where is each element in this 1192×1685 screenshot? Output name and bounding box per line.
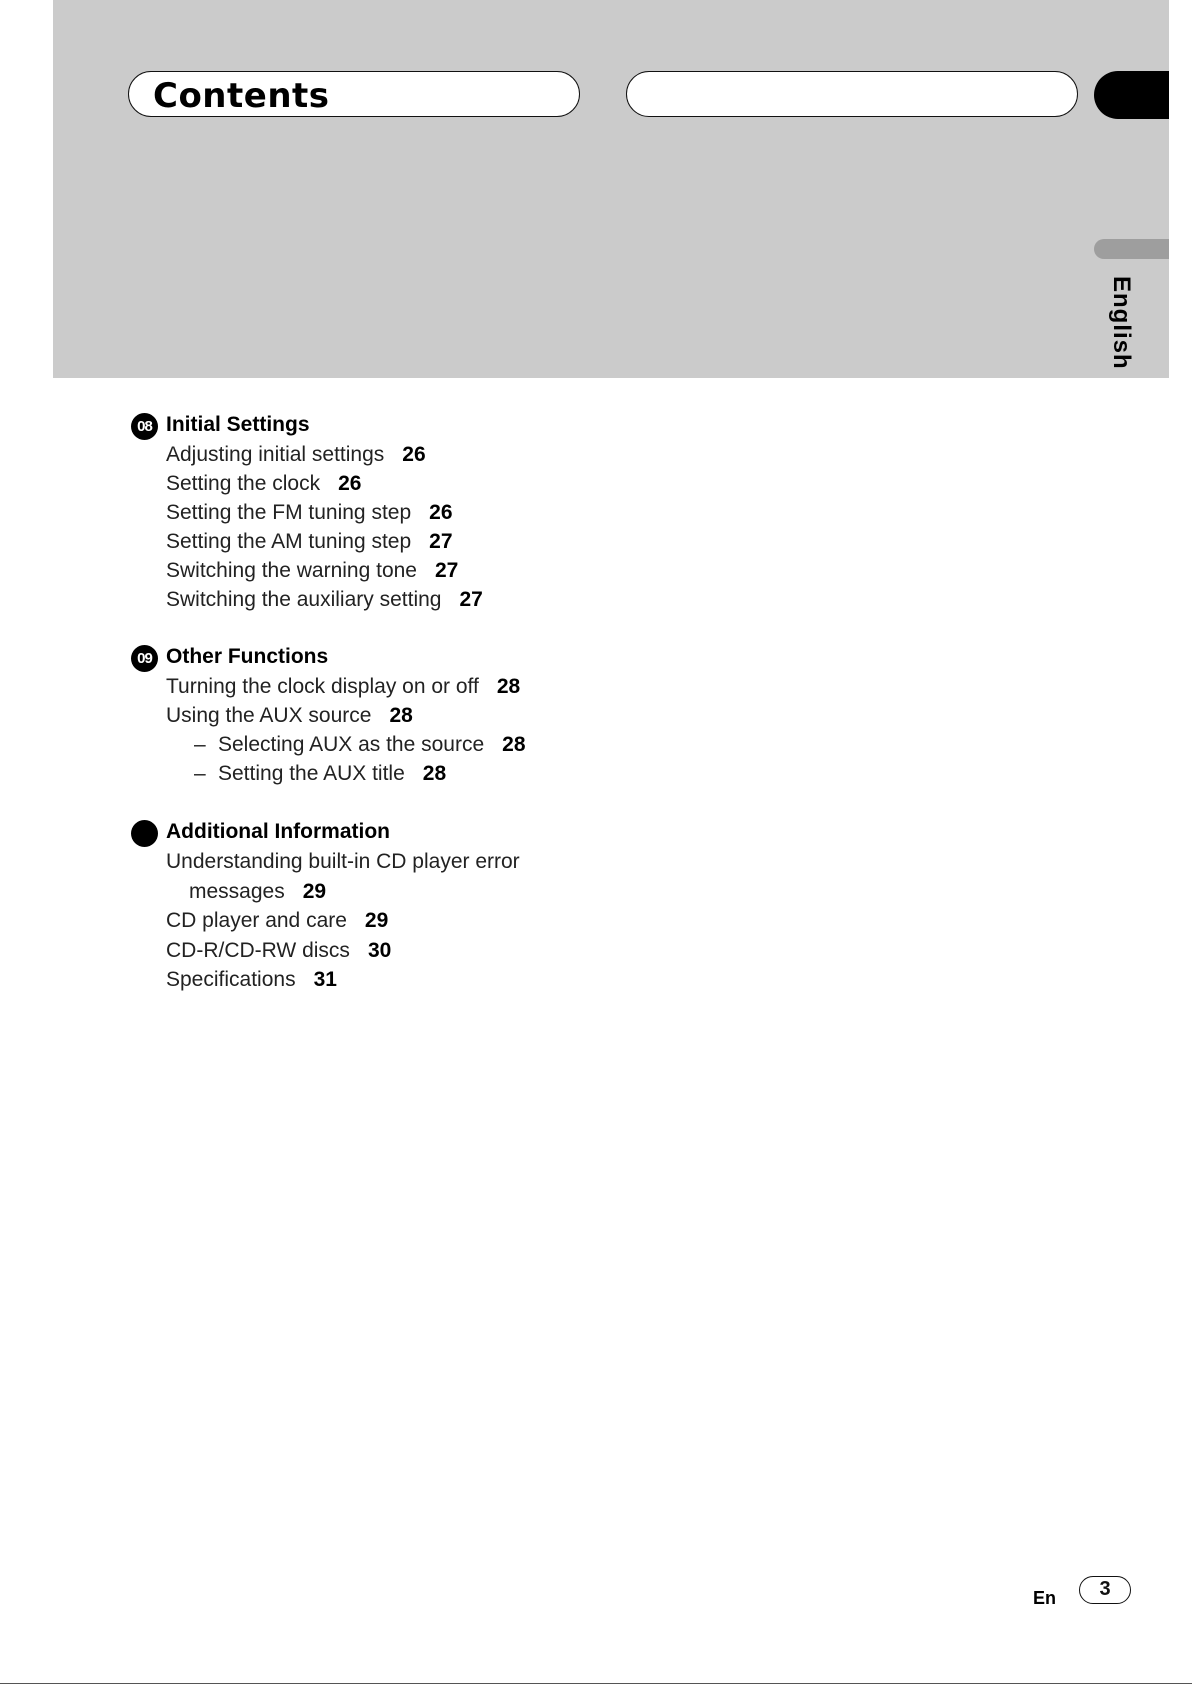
- toc-subentry[interactable]: – Selecting AUX as the source 28: [194, 733, 526, 756]
- section-badge-additional: [131, 820, 158, 847]
- toc-entry[interactable]: Turning the clock display on or off 28: [166, 675, 521, 698]
- subentry-dash: –: [194, 733, 206, 756]
- bottom-divider: [0, 1683, 1192, 1684]
- blank-header-pill: [626, 71, 1078, 117]
- page-ref: 28: [496, 675, 521, 698]
- toc-entry[interactable]: Switching the warning tone 27: [166, 559, 459, 582]
- page-ref: 27: [459, 588, 483, 611]
- toc-entry[interactable]: Using the AUX source 28: [166, 704, 413, 727]
- toc-entry[interactable]: Setting the FM tuning step 26: [166, 501, 453, 524]
- page-ref: 27: [429, 530, 453, 553]
- page-number: 3: [1079, 1576, 1131, 1604]
- toc-subentry[interactable]: – Setting the AUX title 28: [194, 762, 447, 785]
- section-title-other-functions[interactable]: Other Functions: [166, 645, 329, 668]
- toc-entry[interactable]: CD-R/CD-RW discs 30: [166, 939, 392, 962]
- toc-entry[interactable]: Adjusting initial settings 26: [166, 443, 426, 466]
- page-title: Contents: [153, 76, 330, 116]
- section-badge-08: 08: [131, 413, 158, 440]
- page-ref: 30: [367, 939, 392, 962]
- grey-edge-tab: [1094, 239, 1169, 259]
- header-band: [53, 0, 1169, 378]
- toc-entry[interactable]: Setting the clock 26: [166, 472, 362, 495]
- footer-language-code: En: [1033, 1588, 1057, 1608]
- section-badge-09: 09: [131, 645, 158, 672]
- page-ref: 27: [435, 559, 459, 582]
- page-ref: 26: [338, 472, 362, 495]
- page-ref: 31: [313, 968, 337, 991]
- page-ref: 28: [502, 733, 526, 756]
- page-ref: 26: [429, 501, 453, 524]
- section-title-initial-settings[interactable]: Initial Settings: [166, 413, 310, 436]
- section-title-additional-information[interactable]: Additional Information: [166, 820, 390, 843]
- page-ref: 28: [422, 762, 447, 785]
- black-edge-tab: [1094, 71, 1169, 119]
- title-pill: [128, 71, 580, 117]
- page-ref: 26: [402, 443, 426, 466]
- toc-entry-continuation[interactable]: messages 29: [189, 880, 327, 903]
- page-ref: 29: [364, 909, 389, 932]
- toc-entry[interactable]: Specifications 31: [166, 968, 337, 991]
- toc-entry[interactable]: Switching the auxiliary setting 27: [166, 588, 483, 611]
- toc-entry[interactable]: CD player and care 29: [166, 909, 389, 932]
- toc-entry[interactable]: Setting the AM tuning step 27: [166, 530, 453, 553]
- subentry-dash: –: [194, 762, 206, 785]
- page-ref: 29: [302, 880, 327, 903]
- page-ref: 28: [389, 704, 413, 727]
- language-tab-label: English: [1108, 276, 1135, 370]
- toc-entry[interactable]: Understanding built-in CD player error: [166, 850, 520, 873]
